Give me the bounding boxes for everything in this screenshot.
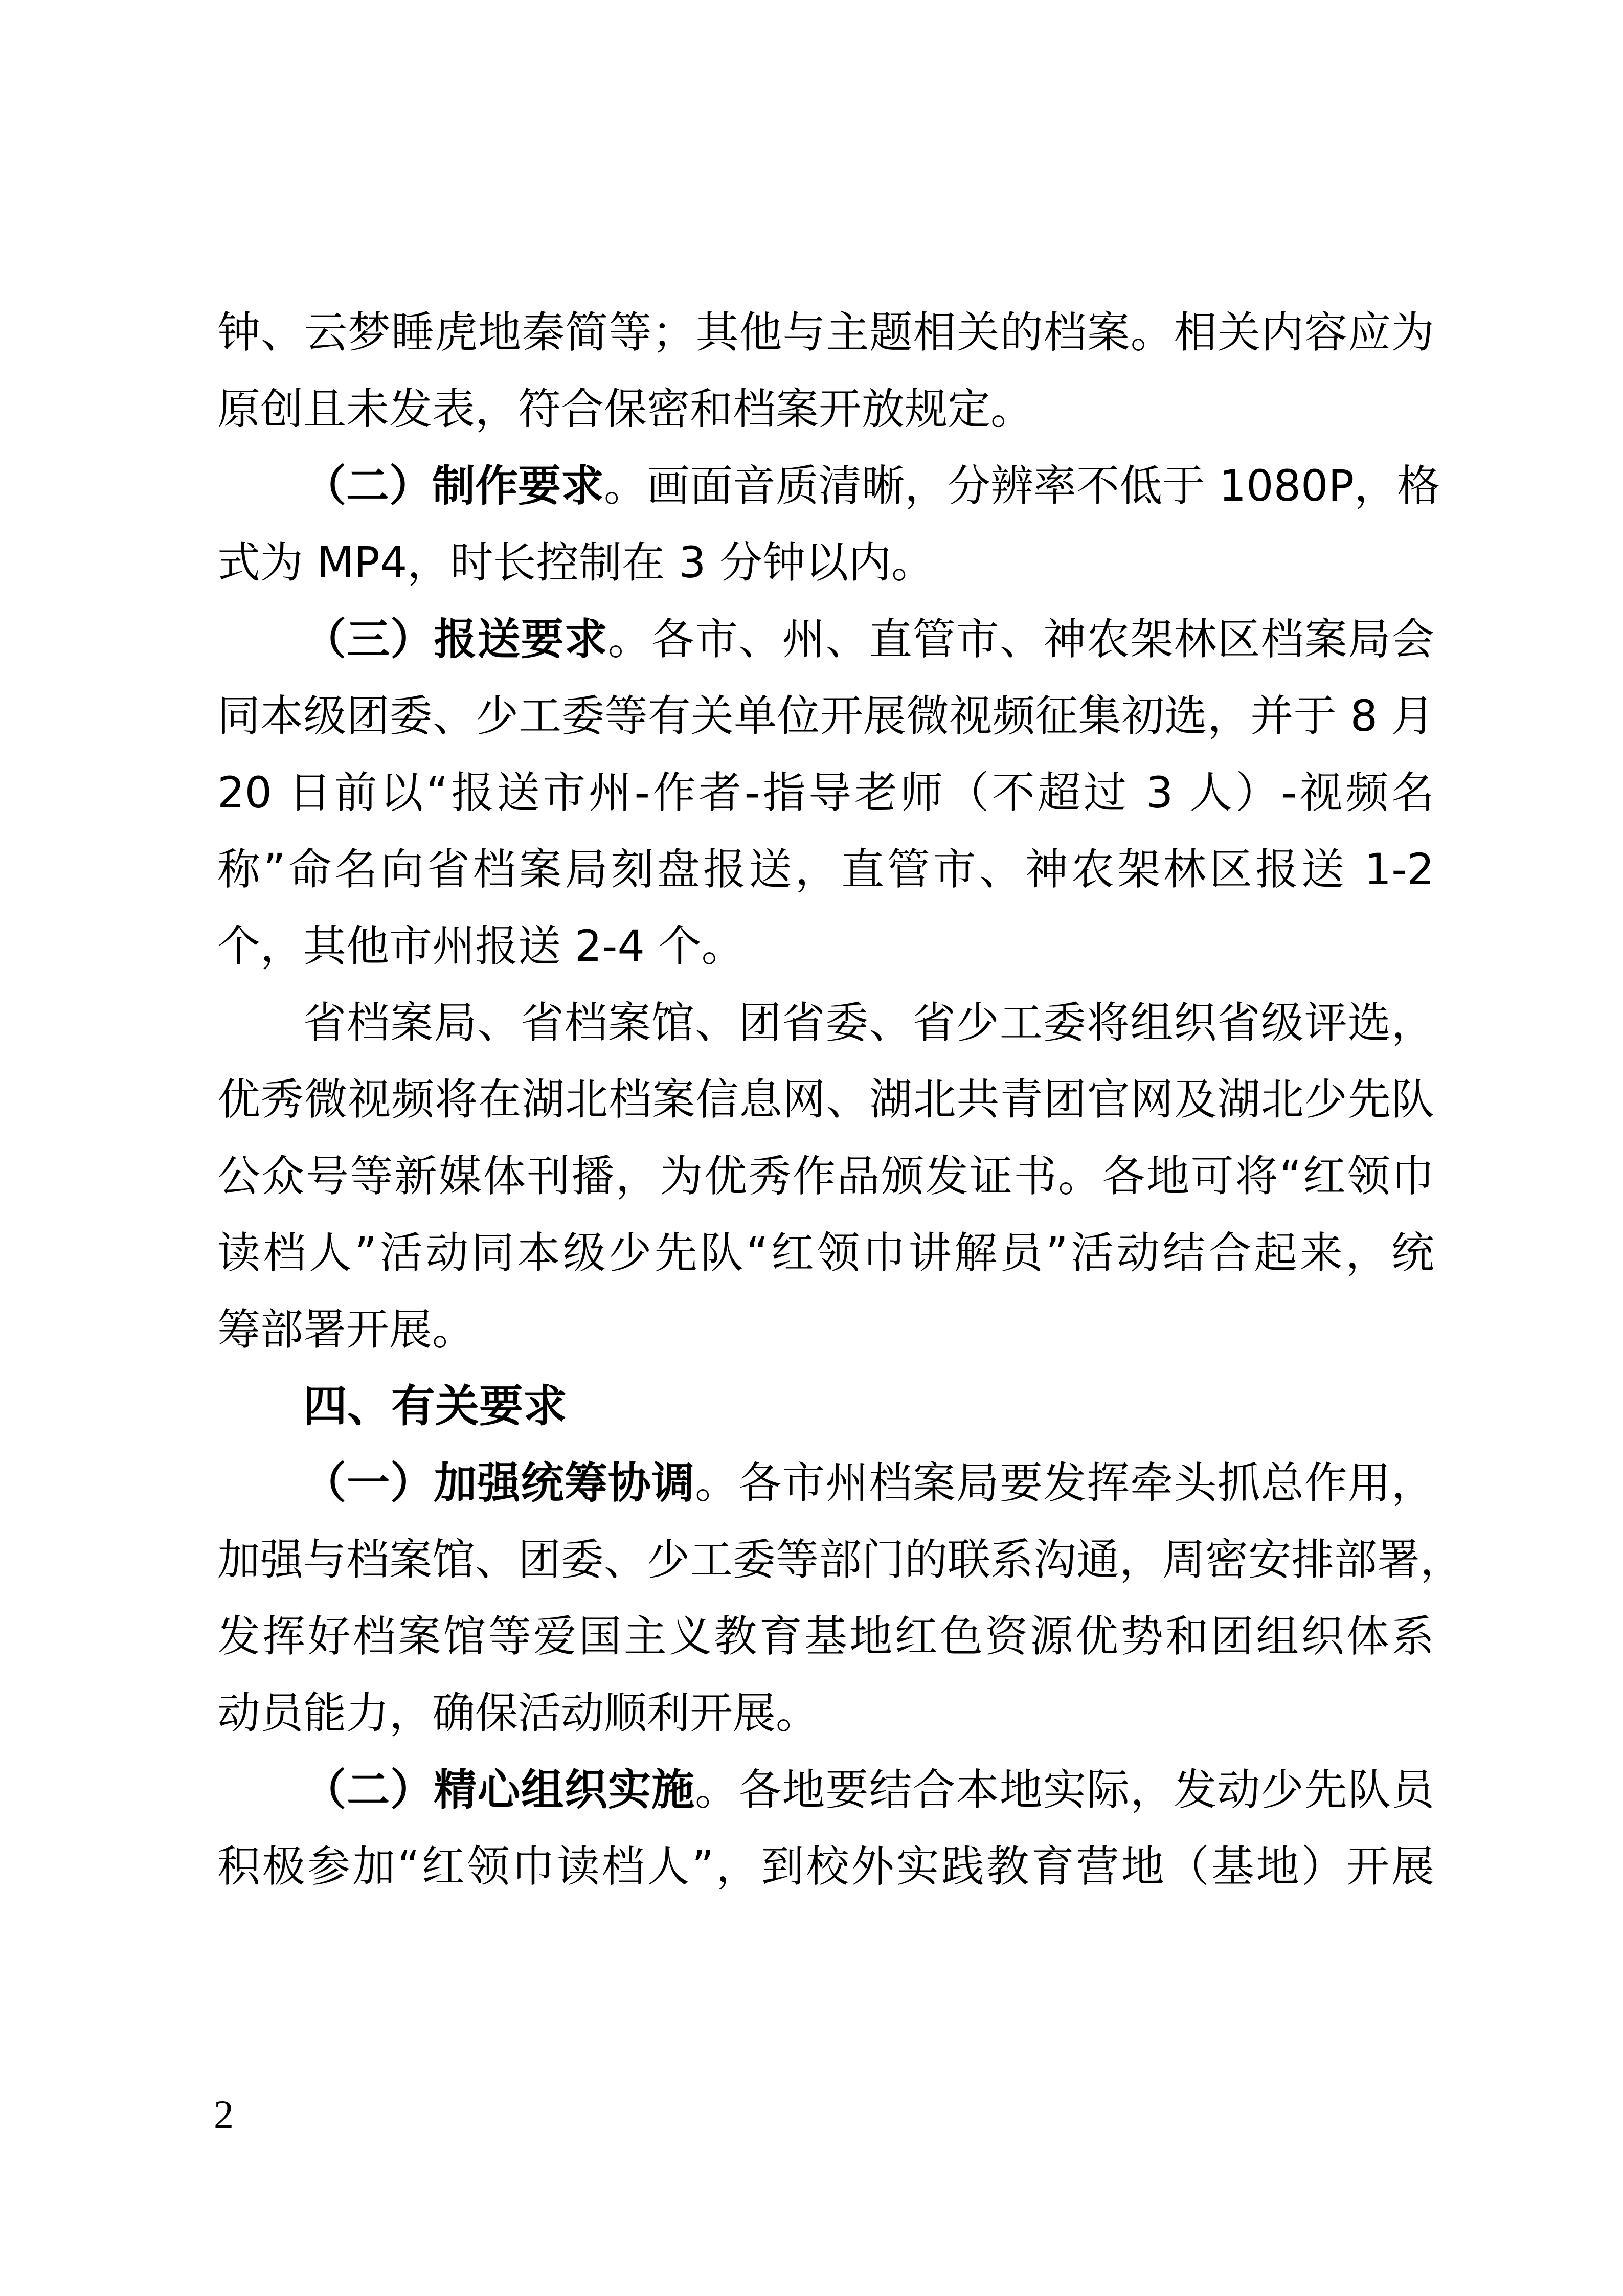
paragraph-text: 。画面音质清晰，分辨率不低于 1080P，格 (604, 461, 1440, 511)
paragraph-implementation (217, 1751, 1434, 1828)
body-text-line: 式为 MP4，时长控制在 3 分钟以内。 (217, 537, 935, 588)
body-text-line: 公众号等新媒体刊播，为优秀作品颁发证书。各地可将“红领巾 (217, 1151, 1434, 1201)
paragraph-text: 。各市、州、直管市、神农架林区档案局会 (607, 614, 1434, 664)
section-heading: 四、有关要求 (303, 1381, 567, 1432)
body-text-line: 优秀微视频将在湖北档案信息网、湖北共青团官网及湖北少先队 (217, 1074, 1434, 1124)
body-text-line: 读档人”活动同本级少先队“红领巾讲解员”活动结合起来，统 (217, 1228, 1434, 1278)
body-text-line: 20 日前以“报送市州-作者-指导老师（不超过 3 人）-视频名 (217, 768, 1434, 818)
body-text-line: 原创且未发表，符合保密和档案开放规定。 (217, 384, 1034, 434)
paragraph-keyword: （二）精心组织实施 (303, 1765, 695, 1815)
paragraph-text: 。各市州档案局要发挥牵头抓总作用， (695, 1458, 1434, 1508)
paragraph-provincial-selection: 省档案局、省档案馆、团省委、省少工委将组织省级评选， (303, 998, 1434, 1048)
body-text-line: 动员能力，确保活动顺利开展。 (217, 1688, 819, 1738)
document-body (217, 294, 1463, 1905)
paragraph-keyword: （三）报送要求 (303, 614, 608, 664)
body-text-line: 发挥好档案馆等爱国主义教育基地红色资源优势和团组织体系 (217, 1611, 1434, 1661)
body-text-line: 筹部署开展。 (217, 1304, 476, 1355)
paragraph-keyword: （一）加强统筹协调 (303, 1458, 695, 1508)
paragraph-submission-requirements (217, 601, 1434, 678)
page-number: 2 (214, 2092, 234, 2136)
body-text-line: 个，其他市州报送 2-4 个。 (217, 921, 745, 971)
body-text-line: 钟、云梦睡虎地秦简等；其他与主题相关的档案。相关内容应为 (217, 307, 1434, 357)
body-text-line: 积极参加“红领巾读档人”，到校外实践教育营地（基地）开展 (217, 1841, 1434, 1892)
paragraph-text: 。各地要结合本地实际，发动少先队员 (695, 1765, 1434, 1815)
body-text-line: 称”命名向省档案局刻盘报送，直管市、神农架林区报送 1-2 (217, 844, 1434, 894)
body-text-line: 加强与档案馆、团委、少工委等部门的联系沟通，周密安排部署， (217, 1535, 1463, 1585)
paragraph-coordination (217, 1445, 1434, 1521)
paragraph-keyword: （二）制作要求 (303, 461, 604, 511)
paragraph-production-requirements (217, 447, 1440, 524)
body-text-line: 同本级团委、少工委等有关单位开展微视频征集初选，并于 8 月 (217, 691, 1434, 741)
